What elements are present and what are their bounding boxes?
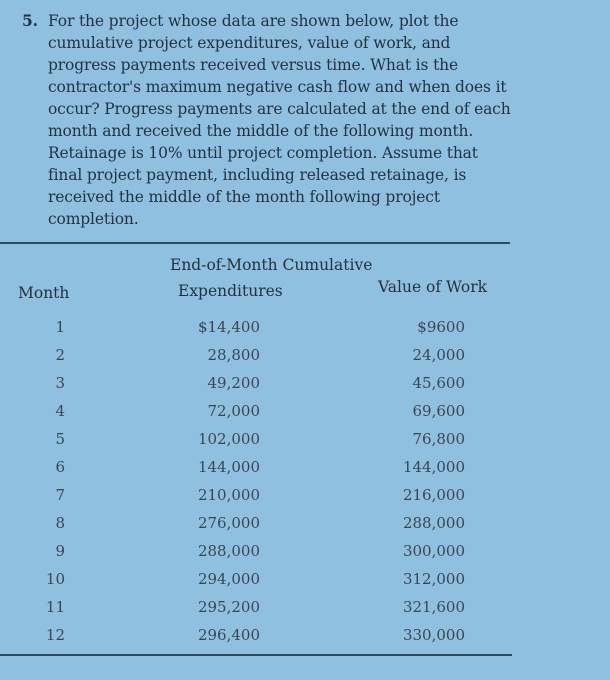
cell-month: 12 xyxy=(45,626,65,644)
cell-value-of-work: 330,000 xyxy=(402,626,465,644)
cell-month: 4 xyxy=(55,402,65,420)
problem-text: For the project whose data are shown below, plot the cumulative project expenditures, value of work, and progress payments received versus time. What is the contractor's maximum negative cash flow and when does it occur? Progress payments are calculated at the end of each month and received the middle of the following month. Retainage is 10% until project completion. Assume that final project payment, including released retainage, is received the middle of the month following project completion. xyxy=(48,12,511,228)
table-row xyxy=(0,626,520,652)
cell-month: 7 xyxy=(55,486,65,504)
header-month: Month xyxy=(18,284,70,302)
table-row xyxy=(0,374,520,400)
header-expenditures-line1: End-of-Month Cumulative xyxy=(170,256,373,274)
header-expenditures-line2: Expenditures xyxy=(178,282,283,300)
table-row xyxy=(0,514,520,540)
table-bottom-rule xyxy=(0,654,512,656)
cell-expenditures: 276,000 xyxy=(197,514,260,532)
table-row xyxy=(0,486,520,512)
cell-expenditures: 210,000 xyxy=(197,486,260,504)
problem-statement xyxy=(22,10,512,230)
cell-month: 9 xyxy=(55,542,65,560)
table-row xyxy=(0,458,520,484)
cell-value-of-work: 24,000 xyxy=(412,346,465,364)
cell-expenditures: 102,000 xyxy=(197,430,260,448)
table-row xyxy=(0,402,520,428)
cell-month: 10 xyxy=(45,570,65,588)
table-row xyxy=(0,542,520,568)
cell-expenditures: $14,400 xyxy=(197,318,260,336)
cell-expenditures: 296,400 xyxy=(197,626,260,644)
cell-expenditures: 28,800 xyxy=(207,346,260,364)
cell-month: 8 xyxy=(55,514,65,532)
cell-value-of-work: 312,000 xyxy=(402,570,465,588)
cell-month: 3 xyxy=(55,374,65,392)
table-row xyxy=(0,598,520,624)
table-top-rule xyxy=(0,242,510,244)
cell-month: 5 xyxy=(55,430,65,448)
cell-value-of-work: 76,800 xyxy=(412,430,465,448)
cell-value-of-work: 216,000 xyxy=(402,486,465,504)
cell-value-of-work: $9600 xyxy=(417,318,465,336)
header-value-of-work: Value of Work xyxy=(378,278,488,296)
cell-expenditures: 288,000 xyxy=(197,542,260,560)
table-row xyxy=(0,570,520,596)
cell-value-of-work: 321,600 xyxy=(402,598,465,616)
cell-month: 6 xyxy=(55,458,65,476)
cell-month: 11 xyxy=(45,598,65,616)
cell-value-of-work: 300,000 xyxy=(402,542,465,560)
table-row xyxy=(0,430,520,456)
cell-value-of-work: 144,000 xyxy=(402,458,465,476)
cell-expenditures: 72,000 xyxy=(207,402,260,420)
cell-expenditures: 144,000 xyxy=(197,458,260,476)
cell-value-of-work: 69,600 xyxy=(412,402,465,420)
cell-value-of-work: 45,600 xyxy=(412,374,465,392)
table-row xyxy=(0,318,520,344)
cell-expenditures: 49,200 xyxy=(207,374,260,392)
table-row xyxy=(0,346,520,372)
cell-month: 1 xyxy=(55,318,65,336)
cell-expenditures: 295,200 xyxy=(197,598,260,616)
cell-value-of-work: 288,000 xyxy=(402,514,465,532)
problem-number: 5. xyxy=(22,11,38,30)
cell-expenditures: 294,000 xyxy=(197,570,260,588)
cell-month: 2 xyxy=(55,346,65,364)
